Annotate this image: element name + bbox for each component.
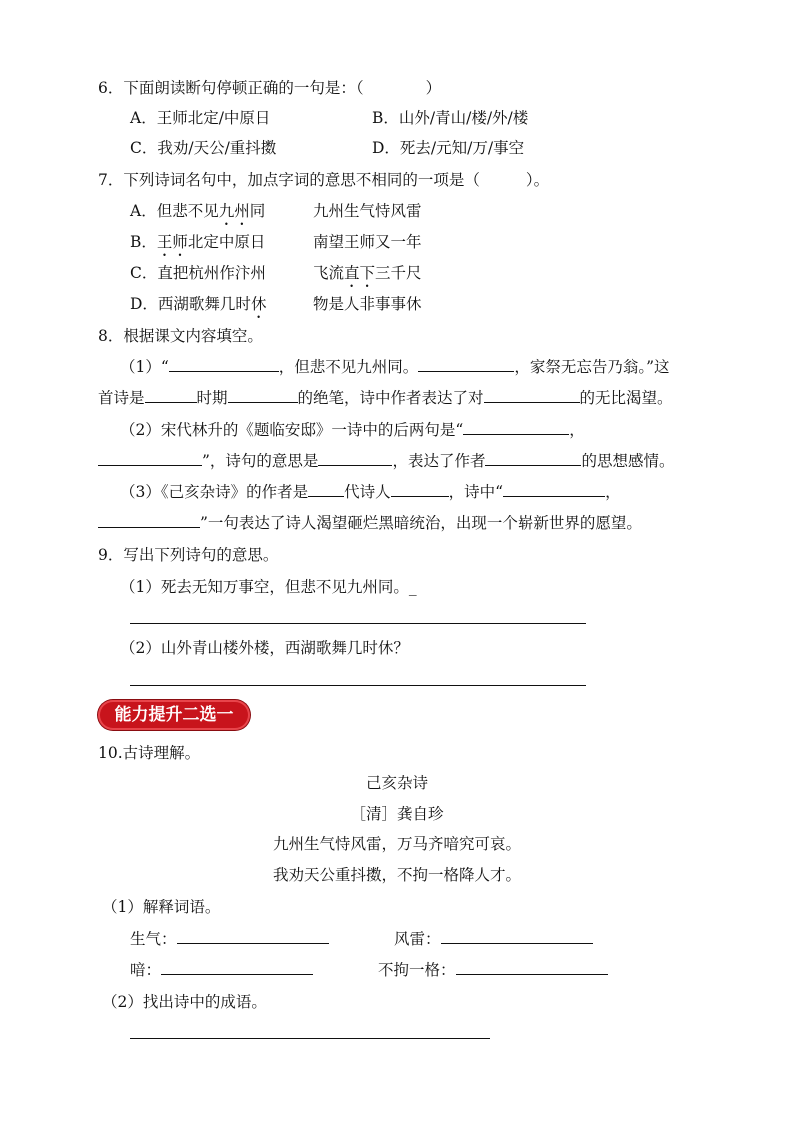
answer-blank[interactable] xyxy=(228,388,298,403)
answer-blank[interactable] xyxy=(484,388,580,403)
q7-option-b: B．王师北定中原日 xyxy=(130,233,266,251)
q7-close: ）。 xyxy=(525,171,550,189)
dotted-word: 休 xyxy=(250,295,267,313)
answer-blank[interactable] xyxy=(169,357,279,372)
q10-word-2: 风雷： xyxy=(394,929,593,949)
answer-blank[interactable] xyxy=(161,960,313,975)
q7-option-c-pair: 飞流直下三千尺 xyxy=(313,264,422,282)
section-badge: 能力提升二选一 xyxy=(98,700,250,730)
dotted-word: 直下 xyxy=(344,264,376,282)
answer-blank[interactable] xyxy=(145,388,197,403)
q10-answer-line[interactable] xyxy=(130,1038,490,1039)
poem-line-1: 九州生气恃风雷，万马齐喑究可哀。 xyxy=(272,835,521,853)
q10-sub1: （1）解释词语。 xyxy=(102,898,221,916)
q9-stem: 9．写出下列诗句的意思。 xyxy=(98,546,279,564)
q9-answer-line-1[interactable] xyxy=(130,623,586,624)
q10-sub2: （2）找出诗中的成语。 xyxy=(102,993,267,1011)
answer-blank[interactable] xyxy=(441,929,593,944)
q10-word-1: 生气： xyxy=(130,929,329,949)
q6-option-a: A．王师北定/中原日 xyxy=(130,109,271,127)
q6-option-d: D．死去/元知/万/事空 xyxy=(372,139,525,157)
q7-option-a: A．但悲不见九州同 xyxy=(130,202,266,220)
q6-stem-line xyxy=(98,78,441,98)
q9-sub1: （1）死去无知万事空，但悲不见九州同。_ xyxy=(120,578,417,596)
answer-blank[interactable] xyxy=(463,420,569,435)
q8-stem: 8．根据课文内容填空。 xyxy=(98,327,263,345)
q7-option-d-pair: 物是人非事事休 xyxy=(313,295,422,313)
q10-word-3: 喑： xyxy=(130,960,313,980)
answer-blank[interactable] xyxy=(318,451,392,466)
q7-stem: 7．下列诗词名句中，加点字词的意思不相同的一项是（ xyxy=(98,171,480,189)
poem-line-2: 我劝天公重抖擞，不拘一格降人才。 xyxy=(272,866,521,884)
q6-option-b: B．山外/青山/楼/外/楼 xyxy=(372,109,529,127)
answer-blank[interactable] xyxy=(98,513,200,528)
q8-part3-line1: （3）《己亥杂诗》的作者是 代诗人 ，诗中“ ， xyxy=(120,483,621,501)
answer-blank[interactable] xyxy=(485,451,581,466)
q9-answer-line-2[interactable] xyxy=(130,685,586,686)
q7-option-c: C．直把杭州作汴州 xyxy=(130,264,266,282)
q7-option-b-pair: 南望王师又一年 xyxy=(313,233,422,251)
q9-sub2: （2）山外青山楼外楼，西湖歌舞几时休？ xyxy=(120,639,409,657)
answer-blank[interactable] xyxy=(391,482,449,497)
dotted-word: 王师 xyxy=(156,233,188,251)
q10-stem: 10.古诗理解。 xyxy=(98,744,201,762)
poem-title: 己亥杂诗 xyxy=(365,774,428,792)
q10-word-4: 不拘一格： xyxy=(378,960,608,980)
q8-part1-line2: 首诗是 时期 的绝笔，诗中作者表达了对 的无比渴望。 xyxy=(98,389,673,407)
q7-stem-line xyxy=(98,170,549,190)
answer-blank[interactable] xyxy=(456,960,608,975)
q6-close: ） xyxy=(425,79,442,97)
q8-part2-line2: ”，诗句的意思是 ，表达了作者 的思想感情。 xyxy=(98,451,674,471)
answer-blank[interactable] xyxy=(98,451,202,466)
answer-blank[interactable] xyxy=(308,482,344,497)
poem-author: ［清］龚自珍 xyxy=(350,805,444,823)
q7-option-a-pair: 九州生气恃风雷 xyxy=(313,202,422,220)
answer-blank[interactable] xyxy=(177,929,329,944)
q6-option-c: C．我劝/天公/重抖擞 xyxy=(130,139,277,157)
dotted-word: 九州 xyxy=(218,202,250,220)
answer-blank[interactable] xyxy=(503,482,605,497)
q8-part3-line2: ”一句表达了诗人渴望砸烂黑暗统治，出现一个崭新世界的愿望。 xyxy=(98,513,642,533)
q8-part1-line1: （1）“ ，但悲不见九州同。 ，家祭无忘告乃翁。”这 xyxy=(120,358,670,376)
q7-option-d: D．西湖歌舞几时休 xyxy=(130,295,267,313)
q6-stem: 6．下面朗读断句停顿正确的一句是：（ xyxy=(98,79,364,97)
answer-blank[interactable] xyxy=(418,357,514,372)
q8-part2-line1: （2）宋代林升的《题临安邸》一诗中的后两句是“ ， xyxy=(120,421,585,439)
